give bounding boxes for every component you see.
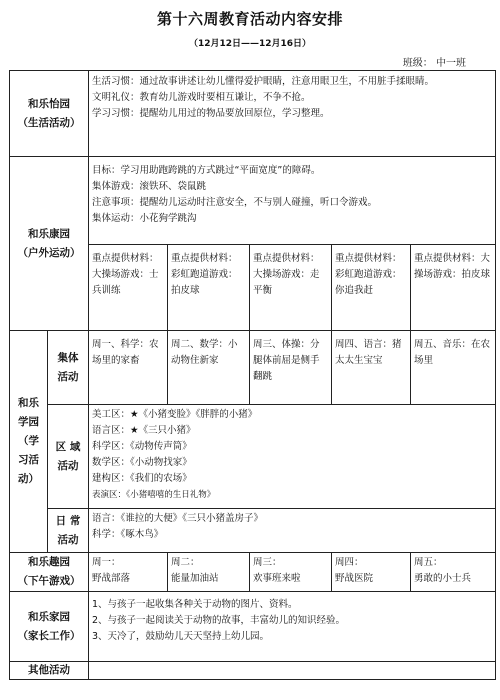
outdoor-day-5: 重点提供材料：大操场游戏：拍皮球: [411, 245, 496, 331]
row-other: [10, 662, 496, 680]
afternoon-day-3-label: 周三：: [253, 557, 282, 568]
class-label: 班级： 中一班: [402, 58, 466, 69]
outdoor-content: [89, 157, 496, 245]
other-content: [89, 662, 496, 680]
afternoon-day-4-label: 周四：: [335, 557, 364, 568]
daily-label-2: 活动: [57, 533, 79, 546]
life-content: [89, 71, 496, 157]
area-item-math: 数学区：《小动物找家》: [92, 457, 192, 468]
daily-item-science: 科学：《啄木鸟》: [92, 529, 164, 540]
afternoon-day-5-game: 勇敢的小士兵: [414, 573, 472, 584]
afternoon-day-2-game: 能量加油站: [171, 573, 219, 584]
afternoon-day-3-game: 欢事班来啦: [253, 573, 301, 584]
group-label-2: 活动: [57, 370, 79, 383]
outdoor-goal: 目标：学习用助跑跨跳的方式跳过“平面宽度”的障碍。: [92, 165, 321, 176]
area-activity-label: [48, 405, 89, 509]
row-study-area: [10, 405, 496, 509]
row-study-daily: [10, 509, 496, 553]
life-item-study: 学习习惯：提醒幼儿用过的物品要放回原位，学习整理。: [92, 108, 330, 119]
group-day-1: 周一、科学：农场里的家畜: [89, 331, 168, 405]
group-activity-label: [48, 331, 89, 405]
family-item-3: 3、天冷了，鼓励幼儿天天坚持上幼儿园。: [92, 631, 270, 642]
area-item-build: 建构区：《我们的农场》: [92, 473, 192, 484]
other-label: 其他活动: [10, 662, 89, 680]
study-label-4: 习活动）: [18, 454, 39, 485]
outdoor-label: [10, 157, 89, 331]
afternoon-day-4-game: 野战医院: [335, 573, 374, 584]
page-title: 第十六周教育活动内容安排: [156, 10, 343, 28]
afternoon-day-1-label: 周一：: [92, 557, 121, 568]
family-label-1: 和乐家园: [28, 610, 70, 623]
daily-content: [89, 509, 496, 553]
row-life: [10, 71, 496, 157]
schedule-table: [9, 70, 496, 680]
outdoor-day-2: 重点提供材料：彩虹跑道游戏：拍皮球: [168, 245, 250, 331]
outdoor-group-sport: 集体运动：小花狗学跳沟: [92, 213, 197, 224]
afternoon-day-1-game: 野战部落: [92, 573, 131, 584]
area-item-science: 科学区：《动物传声筒》: [92, 441, 192, 452]
group-day-2: 周二、数学：小动物住新家: [168, 331, 250, 405]
daily-label-1: 日 常: [55, 514, 81, 527]
row-outdoor: [10, 157, 496, 245]
outdoor-label-2: （户外运动）: [17, 246, 81, 259]
daily-activity-label: [48, 509, 89, 553]
outdoor-day-1: 重点提供材料：大操场游戏：士兵训练: [89, 245, 168, 331]
life-label-2: （生活活动）: [17, 116, 81, 129]
life-label: [10, 71, 89, 157]
afternoon-day-1: [89, 553, 168, 592]
family-content: [89, 592, 496, 662]
area-content: [89, 405, 496, 509]
afternoon-day-2-label: 周二：: [171, 557, 200, 568]
afternoon-label-2: （下午游戏）: [17, 575, 81, 587]
family-label: [10, 592, 89, 662]
outdoor-notice: 注意事项：提醒幼儿运动时注意安全，不与别人碰撞，听口令游戏。: [92, 197, 378, 208]
afternoon-day-5: [411, 553, 496, 592]
group-day-3: 周三、体操：分腿体前屈是侧手翻跳: [250, 331, 332, 405]
afternoon-label: [10, 553, 89, 592]
study-label: [10, 331, 48, 553]
outdoor-day-3: 重点提供材料：大操场游戏：走平衡: [250, 245, 332, 331]
date-range: （12月12日——12月16日）: [188, 39, 312, 49]
afternoon-day-2: [168, 553, 250, 592]
afternoon-day-3: [250, 553, 332, 592]
area-item-language: 语言区：★《三只小猪》: [92, 425, 196, 436]
afternoon-day-4: [332, 553, 411, 592]
afternoon-label-1: 和乐趣园: [28, 556, 70, 568]
family-item-1: 1、与孩子一起收集各种关于动物的图片、资料。: [92, 599, 298, 610]
group-label-1: 集体: [57, 351, 79, 364]
row-family: [10, 592, 496, 662]
outdoor-label-1: 和乐康园: [28, 227, 70, 240]
study-label-2: 学园: [18, 416, 39, 428]
outdoor-group-game: 集体游戏：滚铁环、袋鼠跳: [92, 181, 207, 192]
family-item-2: 2、与孩子一起阅读关于动物的故事，丰富幼儿的知识经验。: [92, 615, 346, 626]
outdoor-day-4: 重点提供材料：彩虹跑道游戏：你追我赶: [332, 245, 411, 331]
area-item-show: 表演区：《小猪嘻嘻的生日礼物》: [92, 490, 216, 500]
area-item-art: 美工区：★《小猪变脸》《胖胖的小猪》: [92, 409, 258, 420]
group-day-5: 周五、音乐：在农场里: [411, 331, 496, 405]
daily-item-language: 语言：《谁拉的大便》《三只小猪盖房子》: [92, 513, 264, 524]
family-label-2: （家长工作）: [17, 629, 81, 642]
row-afternoon: [10, 553, 496, 592]
study-label-3: （学: [18, 435, 39, 447]
group-day-4: 周四、语言：猪太太生宝宝: [332, 331, 411, 405]
life-item-manners: 文明礼仪：教育幼儿游戏时要相互谦让，不争不抢。: [92, 92, 311, 103]
area-label-2: 活动: [57, 459, 79, 472]
study-label-1: 和乐: [18, 397, 39, 409]
afternoon-day-5-label: 周五：: [414, 557, 443, 568]
life-label-1: 和乐怡园: [28, 97, 70, 110]
area-label-1: 区 域: [55, 440, 81, 453]
row-study-group: [10, 331, 496, 405]
life-item-habit: 生活习惯：通过故事讲述让幼儿懂得爱护眼睛，注意用眼卫生，不用脏手揉眼睛。: [92, 76, 435, 87]
